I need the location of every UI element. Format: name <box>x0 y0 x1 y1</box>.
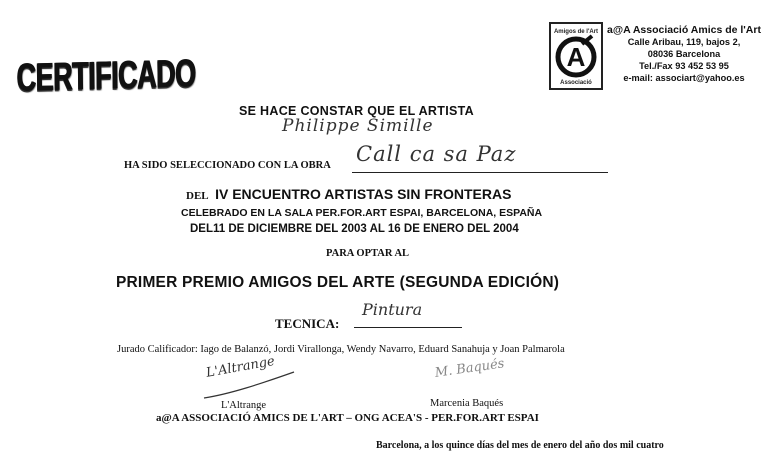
left-signature-flourish <box>200 368 300 402</box>
event-heading <box>186 186 511 204</box>
logo-emblem-icon <box>551 24 601 88</box>
right-signatory-name: Marcenia Baqués <box>430 398 504 409</box>
opt-line: PARA OPTAR AL <box>326 248 410 259</box>
event-venue: CELEBRADO EN LA SALA PER.FOR.ART ESPAI, BARCELONA, ESPAÑA <box>181 207 543 219</box>
organization-address-2: 08036 Barcelona <box>647 49 721 59</box>
organization-phone: Tel./Fax 93 452 53 95 <box>639 61 729 71</box>
technique-label: TECNICA: <box>275 316 340 331</box>
organization-name: a@A Associació Amics de l'Art <box>607 24 761 36</box>
certificate-title: CERTIFICADO <box>16 51 196 100</box>
event-dates: DEL11 DE DICIEMBRE DEL 2003 AL 16 DE ENERO DEL 2004 <box>190 223 519 235</box>
selected-prefix: HA SIDO SELECCIONADO CON LA OBRA <box>124 160 331 171</box>
technique-underline <box>354 327 462 328</box>
left-signature: L'Altrange <box>205 353 276 381</box>
event-prefix: DEL <box>186 190 209 202</box>
work-title: Call ca sa Paz <box>356 142 517 166</box>
event-name: IV ENCUENTRO ARTISTAS SIN FRONTERAS <box>215 186 512 202</box>
logo-letter: A <box>566 42 586 72</box>
jury-list: Jurado Calificador: Iago de Balanzó, Jordi Virallonga, Wendy Navarro, Eduard Sanahuja y Joan Palmarola <box>117 344 565 355</box>
artist-name: Philippe Simille <box>282 116 434 136</box>
prize-title: PRIMER PREMIO AMIGOS DEL ARTE (SEGUNDA EDICIÓN) <box>116 274 560 291</box>
association-logo <box>549 22 603 90</box>
organization-info <box>604 24 764 84</box>
organization-address-1: Calle Aribau, 119, bajos 2, <box>627 37 741 47</box>
left-signatory-name: L'Altrange <box>221 400 267 411</box>
technique-value: Pintura <box>362 300 423 319</box>
certify-line: SE HACE CONSTAR QUE EL ARTISTA <box>239 104 474 118</box>
place-date: Barcelona, a los quince días del mes de enero del año dos mil cuatro <box>376 440 664 451</box>
organization-email: e-mail: associart@yahoo.es <box>623 73 745 83</box>
logo-text-top: Amigos de l'Art <box>553 29 599 35</box>
work-title-underline <box>352 172 608 173</box>
footer-organization: a@A ASSOCIACIÓ AMICS DE L'ART – ONG ACEA'S - PER.FOR.ART ESPAI <box>156 412 539 424</box>
logo-text-bottom: Associació <box>560 80 592 86</box>
right-signature: M. Baqués <box>434 356 506 381</box>
